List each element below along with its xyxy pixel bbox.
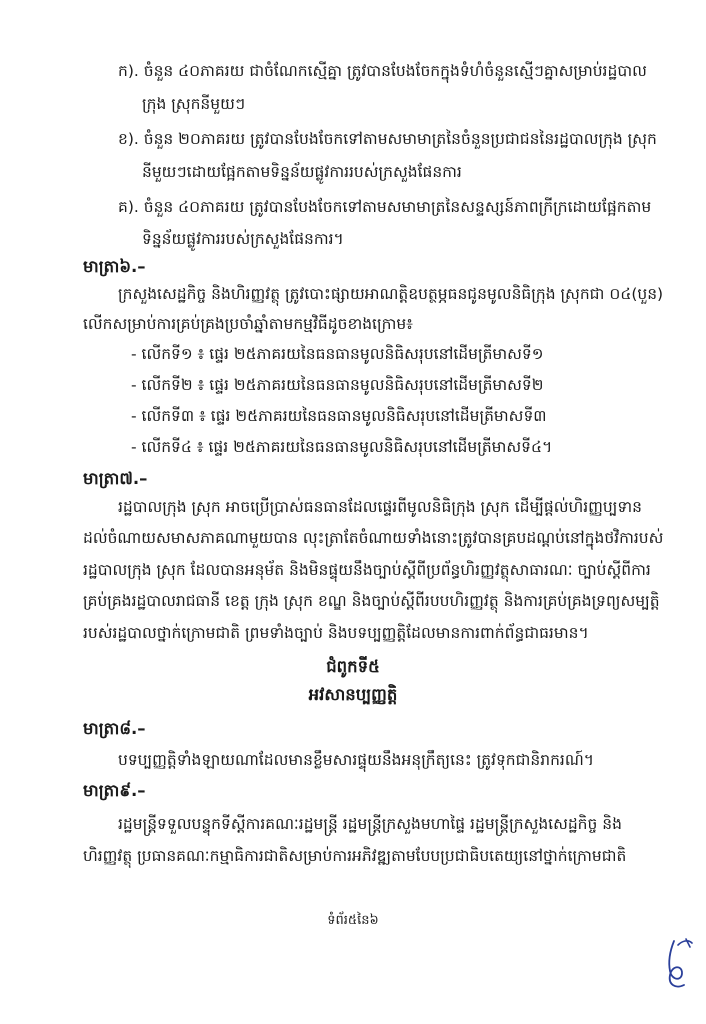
chapter-heading: ជំពូកទី៥ <box>326 657 380 676</box>
installment-3: - លើកទី៣ ៖ ផ្ទេរ ២៥ភាគរយនៃធនធានមូលនិធិសរុបនៅដើមត្រីមាសទី៣ <box>131 407 547 425</box>
page-number: ទំព័រ៥នៃ៦ <box>327 913 379 928</box>
article-8-heading: មាត្រា៨.– <box>83 719 146 738</box>
initial-signature <box>660 935 696 993</box>
installment-1: - លើកទី១ ៖ ផ្ទេរ ២៥ភាគរយនៃធនធានមូលនិធិសរុបនៅដើមត្រីមាសទី១ <box>131 345 544 363</box>
item-kha-line-2: នីមួយៗដោយផ្អែកតាមទិន្នន័យផ្លូវការរបស់ក្រសួងផែនការ <box>142 163 462 181</box>
item-ka-line-1: ក). ចំនួន ៤០ភាគរយ ជាចំណែកស្មើគ្នា ត្រូវបានបែងចែកក្នុងទំហំចំនួនស្មើៗគ្នាសម្រាប់រដ្ឋបាល <box>118 62 647 80</box>
item-ko-line-1: គ). ចំនួន ៤០ភាគរយ ត្រូវបានបែងចែកទៅតាមសមាមាត្រនៃសន្ទស្សន៍ភាពក្រីក្រដោយផ្អែកតាម <box>118 198 652 216</box>
item-ko-line-2: ទិន្នន័យផ្លូវការរបស់ក្រសួងផែនការ។ <box>142 230 344 248</box>
article-6-para-line-1: ក្រសួងសេដ្ឋកិច្ច និងហិរញ្ញវត្ថុ ត្រូវបោះផ្សាយអាណត្តិឧបត្ថម្ភធនជូនមូលនិធិក្រុង ស្រុកជា ០៤(បួន) <box>118 285 664 303</box>
article-8-para-line-1: បទប្បញ្ញត្តិទាំងឡាយណាដែលមានខ្លឹមសារផ្ទុយនឹងអនុក្រឹត្យនេះ ត្រូវទុកជានិរាករណ៍។ <box>118 751 594 769</box>
item-kha-line-1: ខ). ចំនួន ២០ភាគរយ ត្រូវបានបែងចែកទៅតាមសមាមាត្រនៃចំនួនប្រជាជននៃរដ្ឋបាលក្រុង ស្រុក <box>118 130 657 148</box>
article-9-para-line-1: រដ្ឋមន្ត្រីទទួលបន្ទុកទីស្តីការគណៈរដ្ឋមន្ត្រី រដ្ឋមន្ត្រីក្រសួងមហាផ្ទៃ រដ្ឋមន្ត្រីក្រសួងសេដ្ឋកិច្ច និង <box>118 815 622 833</box>
chapter-title: អវសានប្បញ្ញត្តិ <box>308 685 398 704</box>
installment-2: - លើកទី២ ៖ ផ្ទេរ ២៥ភាគរយនៃធនធានមូលនិធិសរុបនៅដើមត្រីមាសទី២ <box>131 376 544 394</box>
article-9-heading: មាត្រា៩.– <box>83 781 146 800</box>
article-7-heading: មាត្រា៧.– <box>83 469 148 488</box>
article-7-para-line-2: ដល់ចំណាយសមាសភាគណាមួយបាន លុះត្រាតែចំណាយទាំងនោះត្រូវបានគ្របដណ្តប់នៅក្នុងថវិការបស់ <box>83 529 664 547</box>
article-7-para-line-4: គ្រប់គ្រងរដ្ឋបាលរាជធានី ខេត្ត ក្រុង ស្រុក ខណ្ឌ និងច្បាប់ស្តីពីរបបហិរញ្ញវត្ថុ និងការគ្រប់គ្រងទ្រព្យសម្បត្តិ <box>83 592 660 610</box>
article-7-para-line-5: របស់រដ្ឋបាលថ្នាក់ក្រោមជាតិ ព្រមទាំងច្បាប់ និងបទប្បញ្ញត្តិដែលមានការពាក់ព័ន្ធជាធរមាន។ <box>83 624 589 642</box>
installment-4: - លើកទី៤ ៖ ផ្ទេរ ២៥ភាគរយនៃធនធានមូលនិធិសរុបនៅដើមត្រីមាសទី៤។ <box>131 438 553 456</box>
article-6-para-line-2: លើកសម្រាប់ការគ្រប់គ្រងប្រចាំឆ្នាំតាមកម្មវិធីដូចខាងក្រោម៖ <box>83 315 413 333</box>
article-7-para-line-1: រដ្ឋបាលក្រុង ស្រុក អាចប្រើប្រាស់ធនធានដែលផ្ទេរពីមូលនិធិក្រុង ស្រុក ដើម្បីផ្តល់ហិរញ្ញប្បទាន <box>118 498 642 516</box>
article-7-para-line-3: រដ្ឋបាលក្រុង ស្រុក ដែលបានអនុម័ត និងមិនផ្ទុយនឹងច្បាប់ស្តីពីប្រព័ន្ធហិរញ្ញវត្ថុសាធារណៈ ច្បាប់ស្តីពីការ <box>83 561 651 579</box>
article-6-heading: មាត្រា៦.– <box>83 257 146 276</box>
item-ka-line-2: ក្រុង ស្រុកនីមួយៗ <box>142 95 246 113</box>
article-9-para-line-2: ហិរញ្ញវត្ថុ ប្រធានគណៈកម្មាធិការជាតិសម្រាប់ការអភិវឌ្ឍតាមបែបប្រជាធិបតេយ្យនៅថ្នាក់ក្រោមជាតិ <box>83 847 627 865</box>
